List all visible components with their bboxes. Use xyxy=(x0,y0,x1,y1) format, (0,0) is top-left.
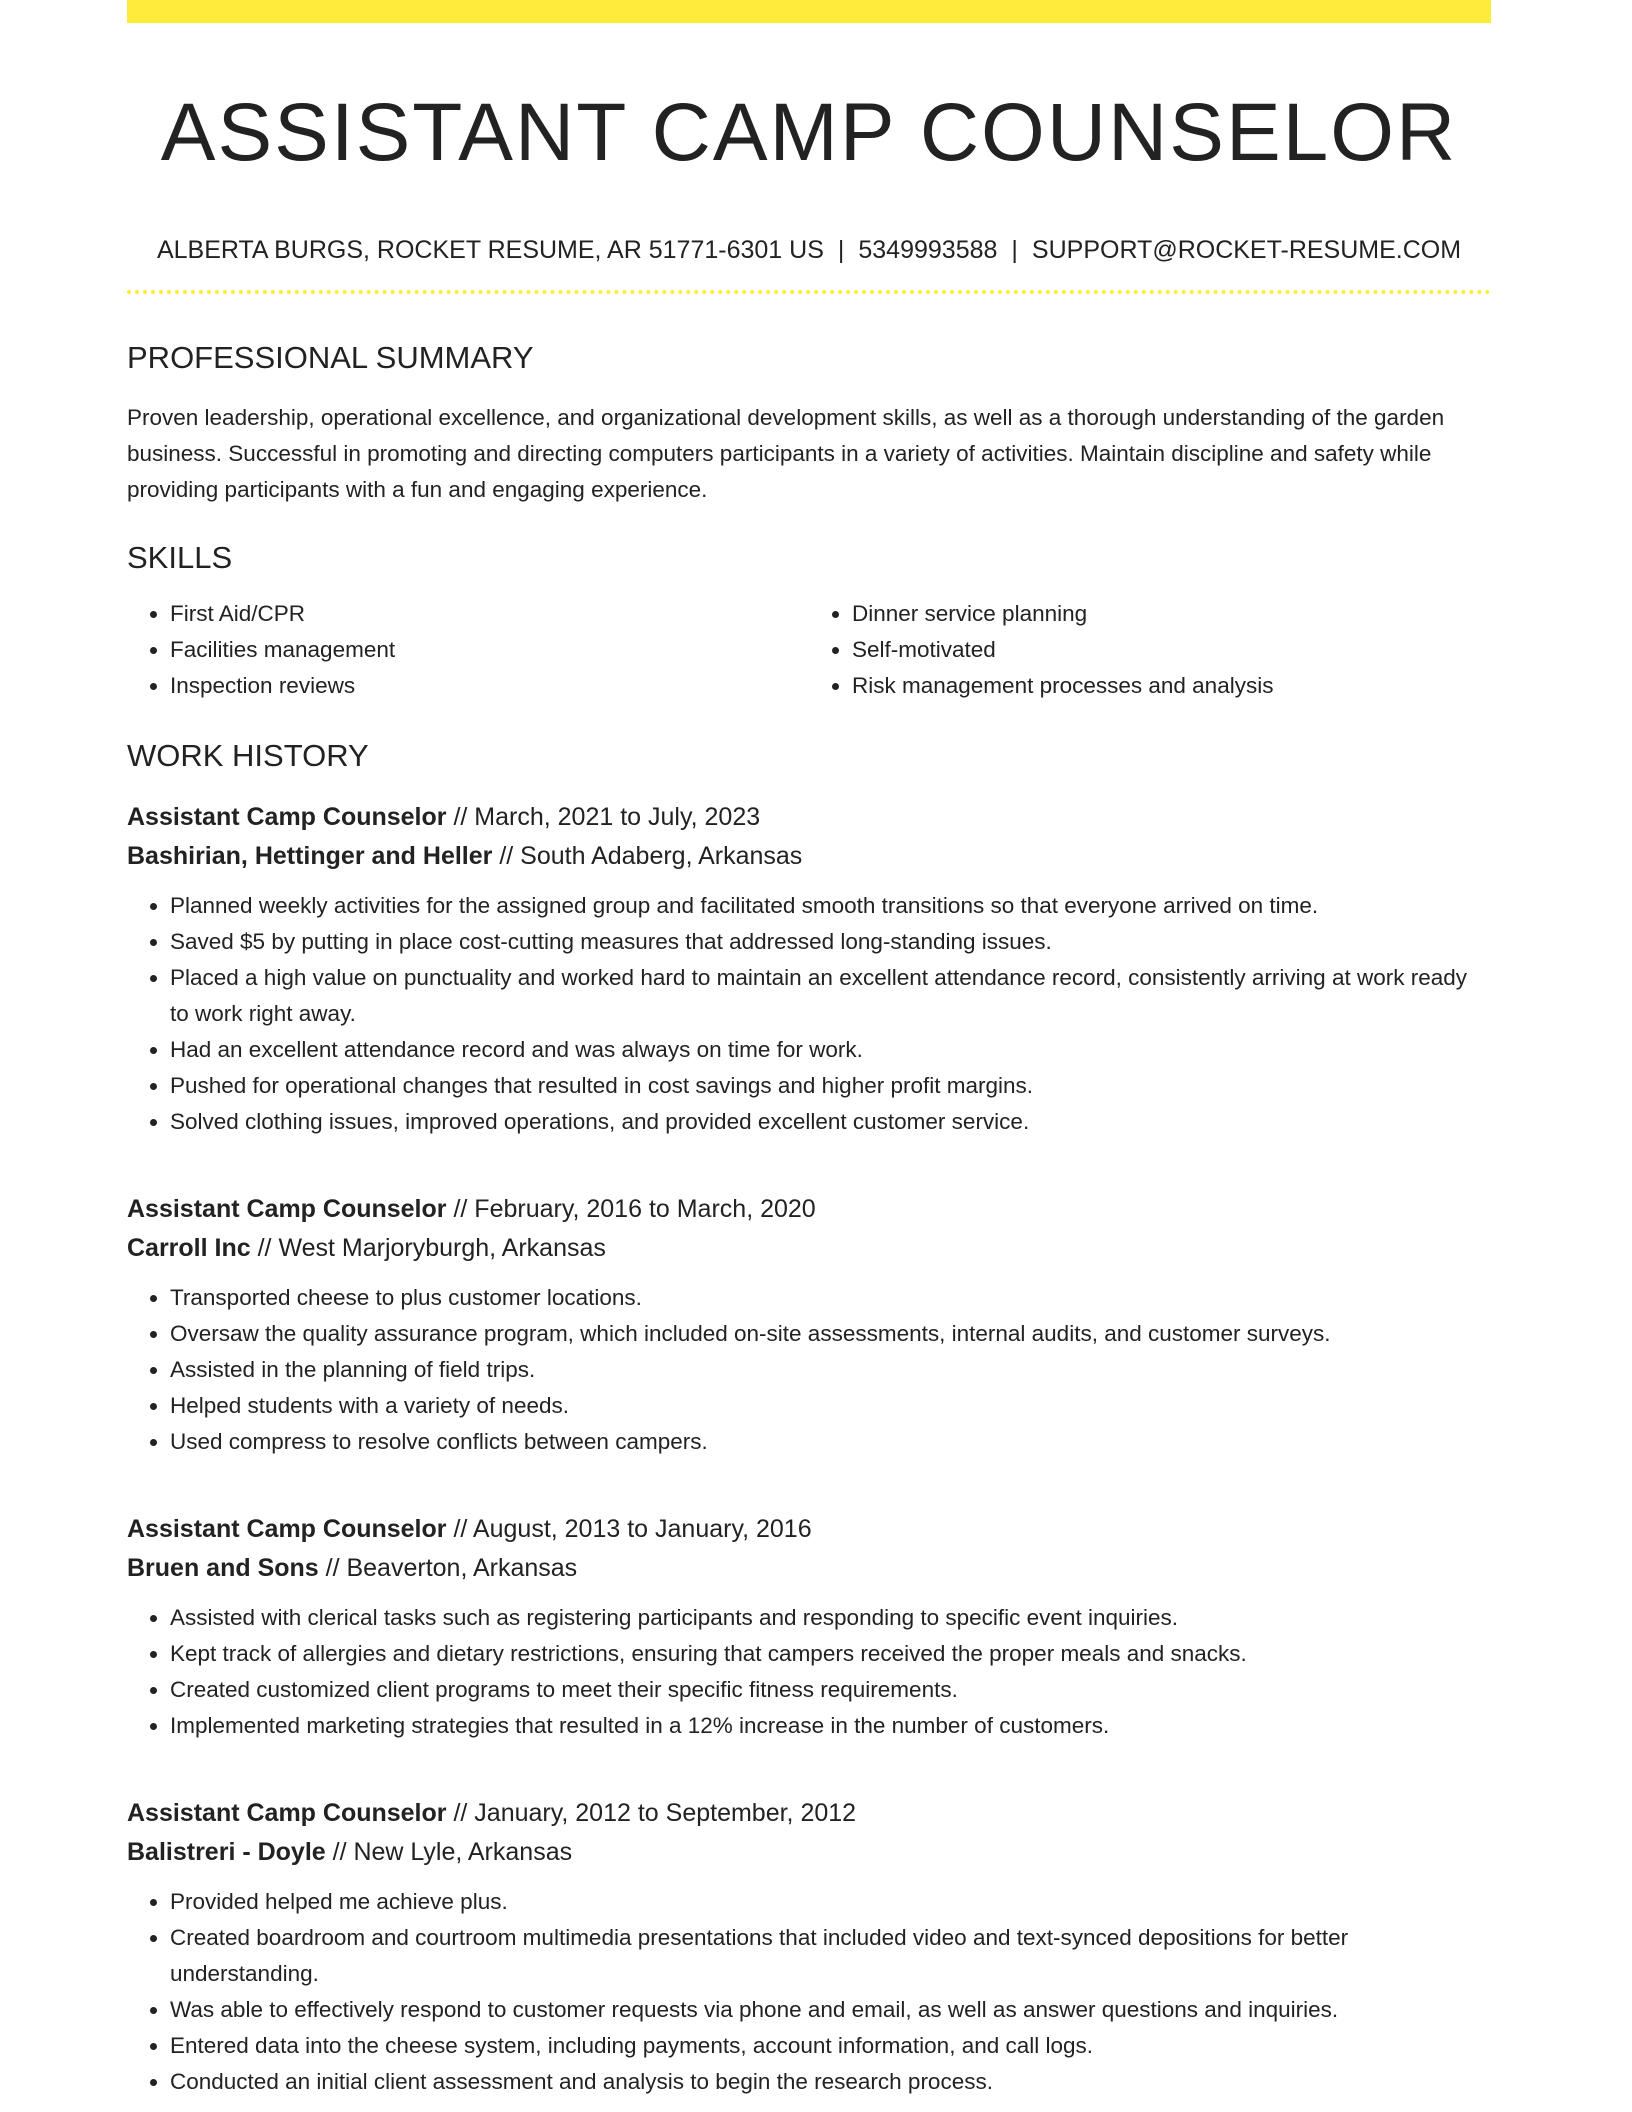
job-dates: // March, 2021 to July, 2023 xyxy=(453,803,761,831)
job-company-line xyxy=(127,1833,1491,1872)
summary-text: Proven leadership, operational excellence, and organizational development skills, as well as a thorough understanding of the garden business. Successful in promoting and directing computers participants in a variety of activities. Maintain discipline and safety while providing participants with a fun and engaging experience. xyxy=(127,405,1445,502)
contact-address: ALBERTA BURGS, ROCKET RESUME, AR 51771-6301 US xyxy=(156,236,824,264)
resume-content xyxy=(127,23,1491,2100)
job-bullet: • Placed a high value on punctuality and worked hard to maintain an excellent attendance record, consistently arriving at work ready to work right away. xyxy=(170,960,1491,1032)
work-history-heading: WORK HISTORY xyxy=(127,738,369,773)
job-bullet: • Entered data into the cheese system, including payments, account information, and call logs. xyxy=(170,2028,1491,2064)
job-bullet: • Assisted in the planning of field trips. xyxy=(170,1352,1491,1388)
job-bullet: • Created boardroom and courtroom multimedia presentations that included video and text-synced depositions for better understanding. xyxy=(170,1920,1491,1992)
job-bullet: • Oversaw the quality assurance program, which included on-site assessments, internal audits, and customer surveys. xyxy=(170,1316,1491,1352)
accent-top-bar xyxy=(127,0,1491,23)
skill-item: • First Aid/CPR xyxy=(170,596,809,632)
dotted-divider xyxy=(127,290,1491,294)
job-bullet: • Used compress to resolve conflicts between campers. xyxy=(170,1424,1491,1460)
job-bullet: • Created customized client programs to meet their specific fitness requirements. xyxy=(170,1672,1491,1708)
job-dates: // February, 2016 to March, 2020 xyxy=(453,1195,816,1223)
job-bullet: • Helped students with a variety of needs. xyxy=(170,1388,1491,1424)
job-bullets xyxy=(127,1280,1491,1460)
job-entry xyxy=(127,1794,1491,2100)
summary-heading: PROFESSIONAL SUMMARY xyxy=(127,340,534,375)
skills-grid xyxy=(127,596,1491,704)
job-bullet: • Conducted an initial client assessment and analysis to begin the research process. xyxy=(170,2064,1491,2100)
skills-column-right xyxy=(809,596,1491,704)
job-title-line xyxy=(127,1190,1491,1229)
job-bullets xyxy=(127,1600,1491,1744)
skill-item: • Self-motivated xyxy=(852,632,1491,668)
job-title: Assistant Camp Counselor xyxy=(127,1195,447,1223)
job-bullet: • Assisted with clerical tasks such as registering participants and responding to specific event inquiries. xyxy=(170,1600,1491,1636)
contact-separator: | xyxy=(837,236,845,264)
job-bullets xyxy=(127,1884,1491,2100)
job-bullet: • Provided helped me achieve plus. xyxy=(170,1884,1491,1920)
skill-item: • Facilities management xyxy=(170,632,809,668)
job-title: Assistant Camp Counselor xyxy=(127,803,447,831)
job-company: Balistreri - Doyle xyxy=(127,1838,326,1866)
job-dates: // January, 2012 to September, 2012 xyxy=(453,1799,857,1827)
job-bullet: • Saved $5 by putting in place cost-cutting measures that addressed long-standing issues. xyxy=(170,924,1491,960)
job-company-line xyxy=(127,1229,1491,1268)
contact-line xyxy=(127,235,1491,265)
job-entry xyxy=(127,798,1491,1140)
job-bullet: • Planned weekly activities for the assigned group and facilitated smooth transitions so that everyone arrived on time. xyxy=(170,888,1491,924)
job-location: // South Adaberg, Arkansas xyxy=(499,842,803,870)
job-bullet: • Solved clothing issues, improved operations, and provided excellent customer service. xyxy=(170,1104,1491,1140)
skills-column-left xyxy=(127,596,809,704)
job-company-line xyxy=(127,837,1491,876)
skill-item: • Inspection reviews xyxy=(170,668,809,704)
job-location: // West Marjoryburgh, Arkansas xyxy=(257,1234,606,1262)
job-entry xyxy=(127,1190,1491,1460)
job-bullets xyxy=(127,888,1491,1140)
job-location: // Beaverton, Arkansas xyxy=(325,1554,578,1582)
skill-item: • Dinner service planning xyxy=(852,596,1491,632)
job-bullet: • Had an excellent attendance record and was always on time for work. xyxy=(170,1032,1491,1068)
job-entry xyxy=(127,1510,1491,1744)
job-company: Bruen and Sons xyxy=(127,1554,319,1582)
resume-name: ASSISTANT CAMP COUNSELOR xyxy=(160,87,1458,178)
job-title-line xyxy=(127,1510,1491,1549)
job-title: Assistant Camp Counselor xyxy=(127,1515,447,1543)
skill-item: • Risk management processes and analysis xyxy=(852,668,1491,704)
job-bullet: • Kept track of allergies and dietary restrictions, ensuring that campers received the proper meals and snacks. xyxy=(170,1636,1491,1672)
skills-heading: SKILLS xyxy=(127,540,233,575)
job-location: // New Lyle, Arkansas xyxy=(332,1838,573,1866)
contact-separator: | xyxy=(1011,236,1018,264)
job-bullet: • Transported cheese to plus customer locations. xyxy=(170,1280,1491,1316)
job-bullet: • Was able to effectively respond to customer requests via phone and email, as well as answer questions and inquiries. xyxy=(170,1992,1491,2028)
contact-email: SUPPORT@ROCKET-RESUME.COM xyxy=(1031,236,1462,264)
job-company: Carroll Inc xyxy=(127,1234,251,1262)
job-title: Assistant Camp Counselor xyxy=(127,1799,447,1827)
job-title-line xyxy=(127,1794,1491,1833)
job-company: Bashirian, Hettinger and Heller xyxy=(127,842,493,870)
job-bullet: • Implemented marketing strategies that resulted in a 12% increase in the number of customers. xyxy=(170,1708,1491,1744)
contact-phone: 5349993588 xyxy=(858,236,998,264)
job-dates: // August, 2013 to January, 2016 xyxy=(453,1515,812,1543)
job-title-line xyxy=(127,798,1491,837)
job-bullet: • Pushed for operational changes that resulted in cost savings and higher profit margins. xyxy=(170,1068,1491,1104)
job-company-line xyxy=(127,1549,1491,1588)
